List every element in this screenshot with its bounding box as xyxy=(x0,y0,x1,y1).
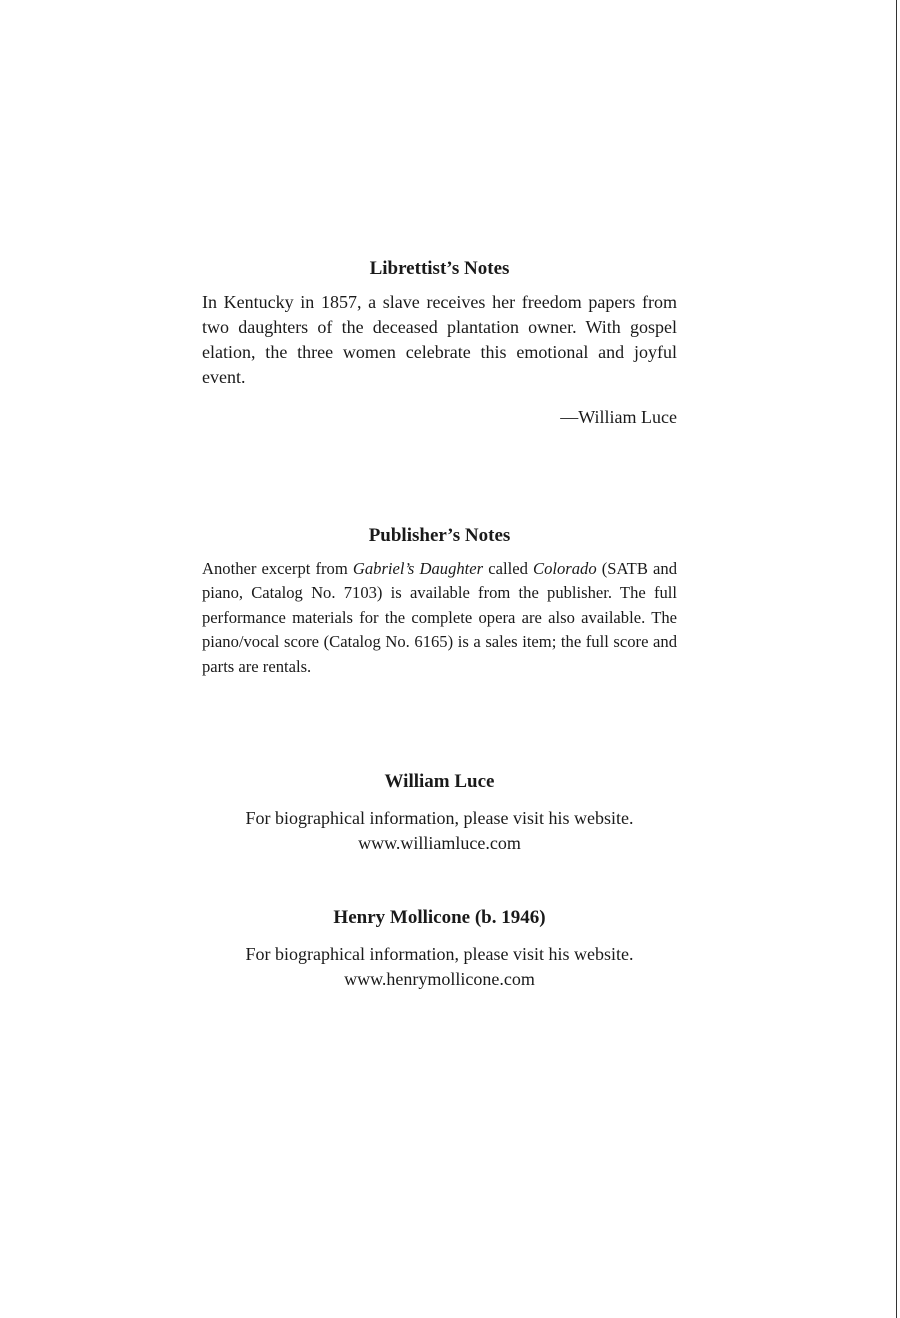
henry-mollicone-bio-info: For biographical information, please visit his website. xyxy=(245,944,634,964)
publishers-notes-text-2: called xyxy=(483,559,534,578)
page-edge-line xyxy=(896,0,897,1318)
publishers-notes-section xyxy=(202,524,677,679)
publishers-notes-text-3: (SATB and piano, Catalog No. 7103) is available from the publisher. The full performance materials for the complete opera are also available. The piano/vocal score (Catalog No. 6165) is a sales item; the full score and parts are rentals. xyxy=(202,559,677,676)
william-luce-website-link[interactable]: www.williamluce.com xyxy=(358,833,521,853)
henry-mollicone-website-link[interactable]: www.henrymollicone.com xyxy=(344,969,535,989)
work-title: Gabriel’s Daughter xyxy=(352,559,484,578)
henry-mollicone-heading: Henry Mollicone (b. 1946) xyxy=(333,907,546,928)
publishers-notes-text-1: Another excerpt from xyxy=(202,559,353,578)
william-luce-bio-info: For biographical information, please visit his website. xyxy=(245,808,634,828)
publishers-notes-body xyxy=(202,557,677,679)
william-luce-bio-section xyxy=(202,770,677,856)
librettist-signature: —William Luce xyxy=(560,407,677,427)
henry-mollicone-website xyxy=(202,967,677,992)
librettists-notes-section xyxy=(202,257,677,430)
excerpt-title: Colorado xyxy=(533,559,597,578)
librettists-notes-heading: Librettist’s Notes xyxy=(369,258,510,279)
william-luce-website xyxy=(202,831,677,856)
librettists-notes-body: In Kentucky in 1857, a slave receives her freedom papers from two daughters of the deceased plantation owner. With gospel elation, the three women celebrate this emotional and joyful event. xyxy=(202,292,677,387)
henry-mollicone-bio-section xyxy=(202,906,677,992)
publishers-notes-heading: Publisher’s Notes xyxy=(368,525,511,546)
william-luce-heading: William Luce xyxy=(384,771,495,792)
